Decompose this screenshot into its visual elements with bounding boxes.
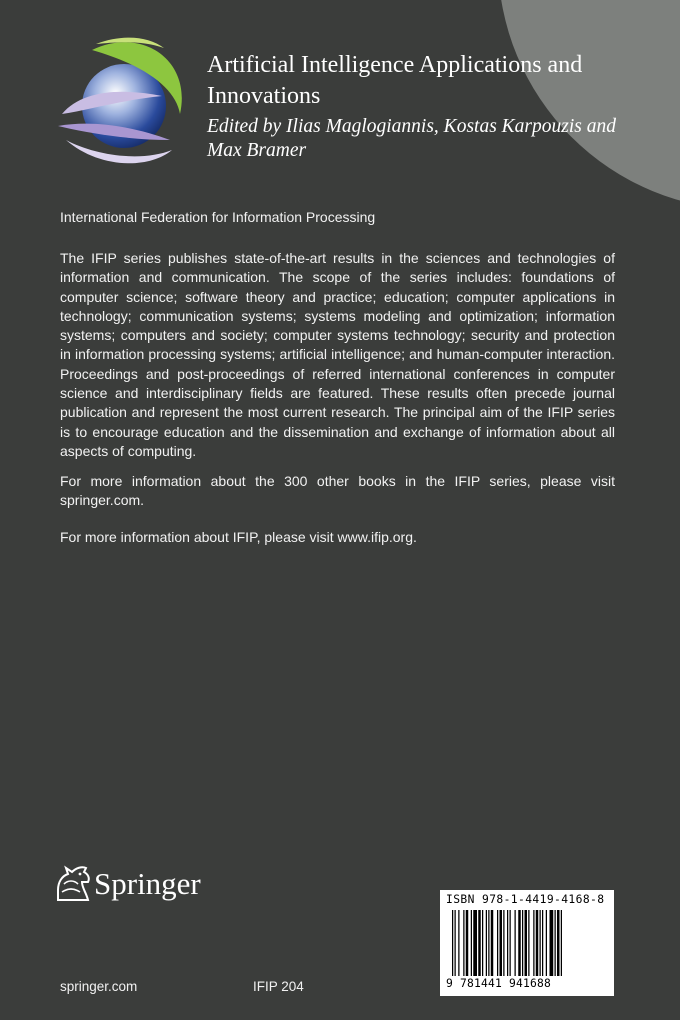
barcode-bar (503, 910, 504, 976)
book-editors: Edited by Ilias Maglogiannis, Kostas Karpouzis and Max Bramer (207, 116, 616, 161)
springer-logo (52, 858, 228, 908)
barcode-bar (497, 910, 498, 976)
more-books-info: For more information about the 300 other books in the IFIP series, please visit springer.com. (60, 473, 615, 509)
barcode-bar (458, 910, 459, 976)
ifip-info: For more information about IFIP, please visit www.ifip.org. (60, 529, 417, 545)
barcode-bar (466, 910, 469, 976)
barcode-bar (510, 910, 511, 976)
barcode-bar (500, 910, 503, 976)
barcode-bar (507, 910, 508, 976)
series-description: The IFIP series publishes state-of-the-art results in the sciences and technologies of information and communication. The scope of the series includes: foundations of computer science; software theory and practice; education; computer applications in technology; communication systems; systems modeling and optimization; information systems; computers and society; computer systems technology; security and protection in information processing systems; artificial intelligence; and human-computer interaction. Proceedings and post-proceedings of referred international conferences in computer science and interdisciplinary fields are featured. These results often precede journal publication and represent the most current research. The principal aim of the IFIP series is to encourage education and the dissemination and exchange of information about all aspects of computing. (60, 250, 615, 459)
isbn-text: ISBN 978-1-4419-4168-8 (446, 893, 605, 906)
barcode-bar (452, 910, 453, 976)
barcode-bar (488, 910, 489, 976)
barcode-bar (561, 910, 562, 976)
barcode-bar (473, 910, 477, 976)
springer-horse-icon (52, 860, 96, 904)
barcode-bar (528, 910, 529, 976)
barcode-bar (515, 910, 516, 976)
barcode-bar (557, 910, 560, 976)
barcode-bar (455, 910, 456, 976)
barcode-bar (540, 910, 541, 976)
barcode-bars (446, 910, 608, 976)
barcode-bar (463, 910, 464, 976)
barcode-bar (491, 910, 494, 976)
barcode-digits: 9 781441 941688 (446, 977, 552, 990)
barcode-bar (533, 910, 534, 976)
barcode-bar (550, 910, 554, 976)
isbn-barcode (440, 890, 614, 996)
springer-wordmark: Springer (94, 866, 201, 901)
barcode-bar (555, 910, 556, 976)
barcode-bar (486, 910, 487, 976)
barcode-bar (522, 910, 523, 976)
series-name: International Federation for Information Processing (60, 209, 376, 225)
barcode-bar (471, 910, 472, 976)
barcode-bar (482, 910, 483, 976)
ifip-globe-logo-icon (52, 30, 194, 178)
barcode-bar (525, 910, 528, 976)
barcode-bar (546, 910, 547, 976)
barcode-bar (542, 910, 543, 976)
barcode-bar (518, 910, 521, 976)
series-number: IFIP 204 (253, 979, 304, 994)
barcode-bar (478, 910, 481, 976)
barcode-bar (536, 910, 539, 976)
publisher-site: springer.com (60, 979, 138, 994)
book-title: Artificial Intelligence Applications and Innovations (207, 52, 583, 109)
